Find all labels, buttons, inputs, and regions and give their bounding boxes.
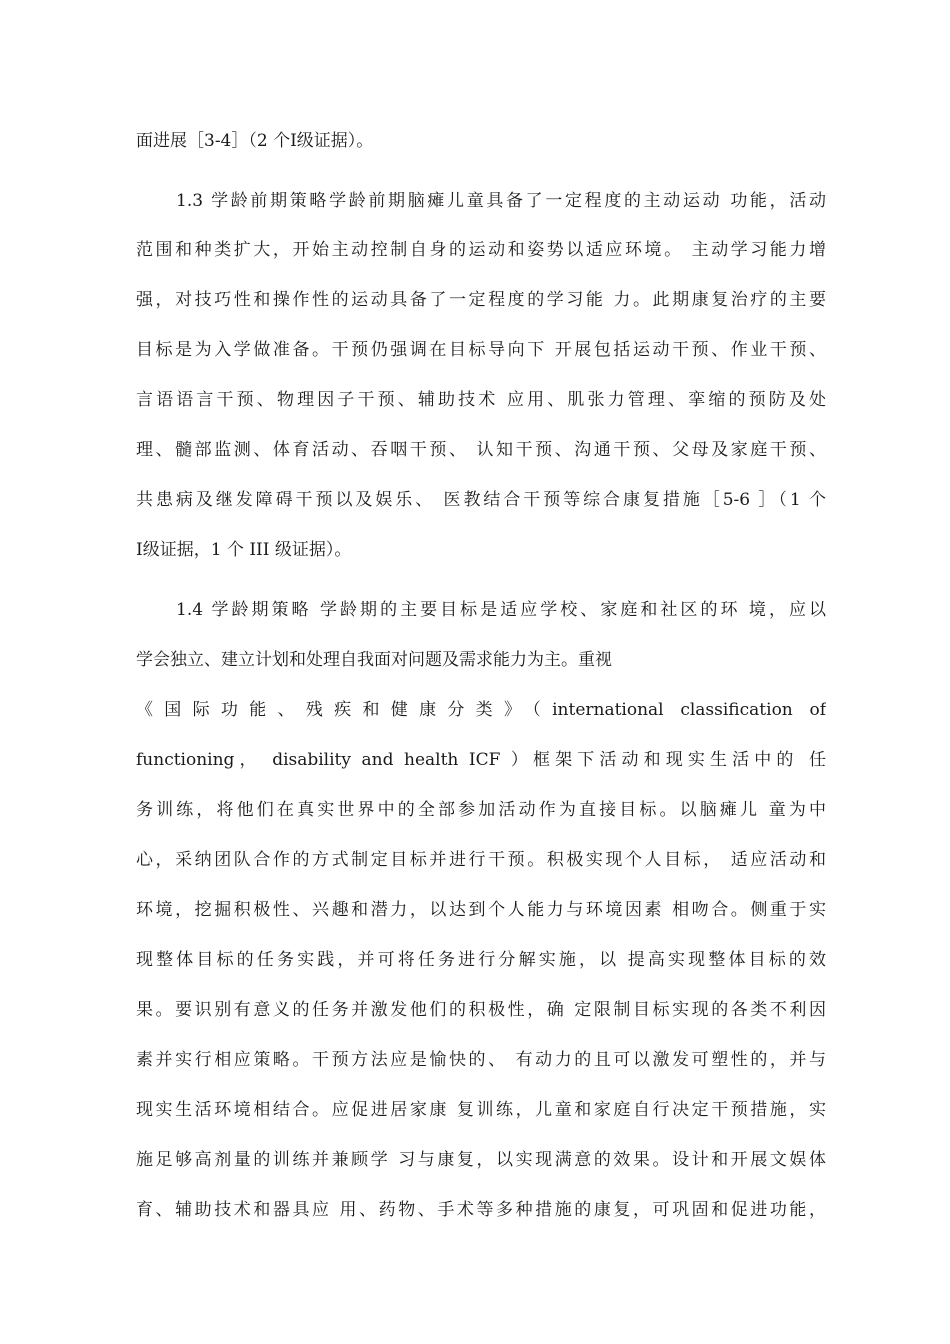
text-line: 果。要识别有意义的任务并激发他们的积极性，确 定限制目标实现的各类不利因 [136,1000,826,1020]
text-line: 范围和种类扩大，开始主动控制自身的运动和姿势以适应环境。 主动学习能力增 [136,240,826,260]
text-line: 心，采纳团队合作的方式制定目标并进行干预。积极实现个人目标， 适应活动和 [136,850,826,870]
text-line: 言语语言干预、物理因子干预、辅助技术 应用、肌张力管理、挛缩的预防及处 [136,390,826,410]
text-line: 共患病及继发障碍干预以及娱乐、 医教结合干预等综合康复措施［5-6 ］（1 个 [136,490,826,510]
text-line: 现整体目标的任务实践，并可将任务进行分解实施，以 提高实现整体目标的效 [136,950,826,970]
text-line: 《国际功能、残疾和健康分类》（international classification of [136,700,826,720]
text-line: 面进展［3-4］（2 个Ⅰ级证据）。 [136,131,374,151]
text-line: 强，对技巧性和操作性的运动具备了一定程度的学习能 力。此期康复治疗的主要 [136,290,826,310]
text-line: 环境，挖掘积极性、兴趣和潜力，以达到个人能力与环境因素 相吻合。侧重于实 [136,900,826,920]
text-line: 目标是为入学做准备。干预仍强调在目标导向下 开展包括运动干预、作业干预、 [136,340,826,360]
text-line: Ⅰ级证据，1 个 III 级证据）。 [136,540,352,560]
text-line: 育、辅助技术和器具应 用、药物、手术等多种措施的康复，可巩固和促进功能， [136,1200,826,1220]
text-line: 1.4 学龄期策略 学龄期的主要目标是适应学校、家庭和社区的环 境，应以 [176,600,826,620]
text-line: 理、髓部监测、体育活动、吞咽干预、 认知干预、沟通干预、父母及家庭干预、 [136,440,826,460]
text-line: 1.3 学龄前期策略学龄前期脑瘫儿童具备了一定程度的主动运动 功能，活动 [176,191,826,211]
text-line: 素并实行相应策略。干预方法应是愉快的、 有动力的且可以激发可塑性的，并与 [136,1050,826,1070]
text-line: 现实生活环境相结合。应促进居家康 复训练，儿童和家庭自行决定干预措施，实 [136,1100,826,1120]
text-line: 学会独立、建立计划和处理自我面对问题及需求能力为主。重视 [136,650,612,670]
text-line: functioning， disability and health ICF ）框架下活动和现实生活中的 任 [136,750,826,770]
text-line: 务训练，将他们在真实世界中的全部参加活动作为直接目标。以脑瘫儿 童为中 [136,800,826,820]
text-line: 施足够高剂量的训练并兼顾学 习与康复，以实现满意的效果。设计和开展文娱体 [136,1150,826,1170]
